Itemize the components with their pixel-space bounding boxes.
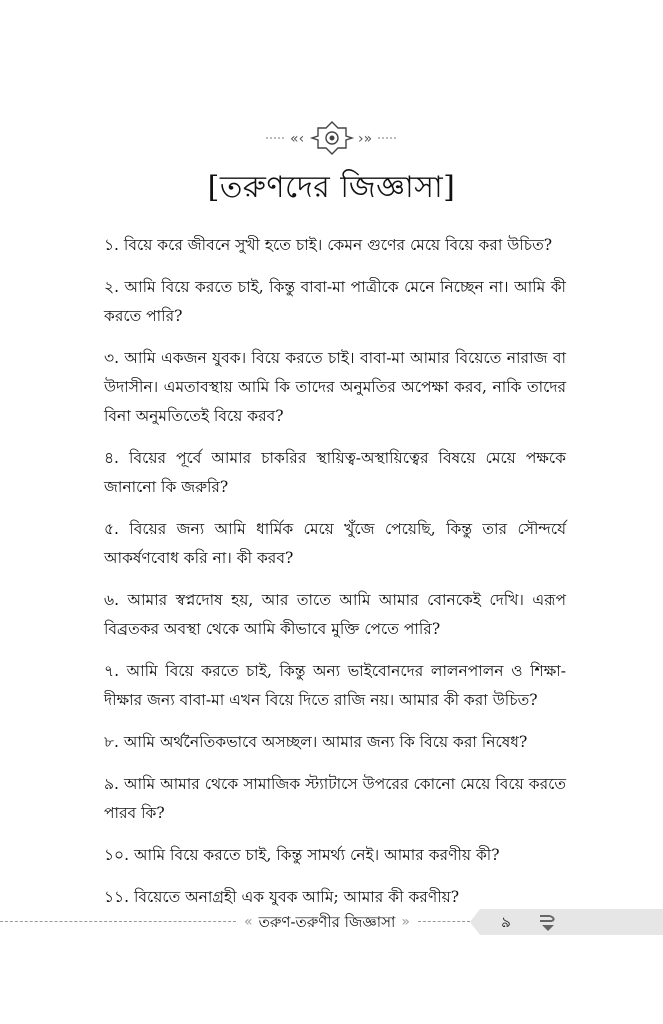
question-item: ৫. বিয়ের জন্য আমি ধার্মিক মেয়ে খুঁজে পেয়েছি, কিন্তু তার সৌন্দর্যে আকর্ষণবোধ করি না। কী করব? (104, 520, 566, 567)
page-footer (0, 908, 663, 936)
question-item: ৩. আমি একজন যুবক। বিয়ে করতে চাই। বাবা-মা আমার বিয়েতে নারাজ বা উদাসীন। এমতাবস্থায় আমি কি তাদের অনুমতির অপেক্ষা করব, নাকি তাদের বিনা অনুমতিতেই বিয়ে করব? (104, 349, 566, 425)
question-item: ১১. বিয়েতে অনাগ্রহী এক যুবক আমি; আমার কী করণীয়? (104, 888, 460, 906)
question-item: ১. বিয়ে করে জীবনে সুখী হতে চাই। কেমন গুণের মেয়ে বিয়ে করা উচিত? (104, 236, 553, 254)
footer-title-text: তরুণ-তরুণীর জিজ্ঞাসা (258, 913, 396, 931)
svg-text:›»: ›» (357, 131, 372, 147)
header-ornament (0, 118, 663, 158)
chevron-right-icon: » (401, 914, 410, 930)
footer-divider-left (0, 921, 236, 922)
footer-divider-right (418, 921, 470, 922)
chevron-left-icon: « (244, 914, 253, 930)
question-item: ৯. আমি আমার থেকে সামাজিক স্ট্যাটাসে উপরের কোনো মেয়ে বিয়ে করতে পারব কি? (104, 775, 566, 822)
question-item: ১০. আমি বিয়ে করতে চাই, কিন্তু সামর্থ্য নেই। আমার করণীয় কী? (104, 846, 500, 864)
footer-running-title (236, 908, 418, 936)
page-title: [তরুণদের জিজ্ঞাসা] (207, 170, 456, 205)
question-item: ৬. আমার স্বপ্নদোষ হয়, আর তাতে আমি আমার বোনকেই দেখি। এরূপ বিব্রতকর অবস্থা থেকে আমি কীভাবে মুক্তি পেতে পারি? (104, 591, 566, 638)
question-item: ২. আমি বিয়ে করতে চাই, কিন্তু বাবা-মা পাত্রীকে মেনে নিচ্ছেন না। আমি কী করতে পারি? (104, 278, 566, 325)
ornament-icon (262, 118, 402, 158)
question-item: ৮. আমি অর্থনৈতিকভাবে অসচ্ছল। আমার জন্য কি বিয়ে করা নিষেধ? (104, 733, 528, 751)
page-number: ৯ (501, 913, 511, 931)
question-list (104, 231, 566, 925)
svg-text:«‹: «‹ (289, 131, 304, 147)
question-item: ৭. আমি বিয়ে করতে চাই, কিন্তু অন্য ভাইবোনদের লালনপালন ও শিক্ষা-দীক্ষার জন্য বাবা-মা এখন বিয়ে দিতে রাজি নয়। আমার কী করা উচিত? (104, 662, 566, 709)
publisher-logo-icon (537, 911, 559, 933)
question-item: ৪. বিয়ের পূর্বে আমার চাকরির স্থায়িত্ব-অস্থায়িত্বের বিষয়ে মেয়ে পক্ষকে জানানো কি জরুরি? (104, 449, 566, 496)
